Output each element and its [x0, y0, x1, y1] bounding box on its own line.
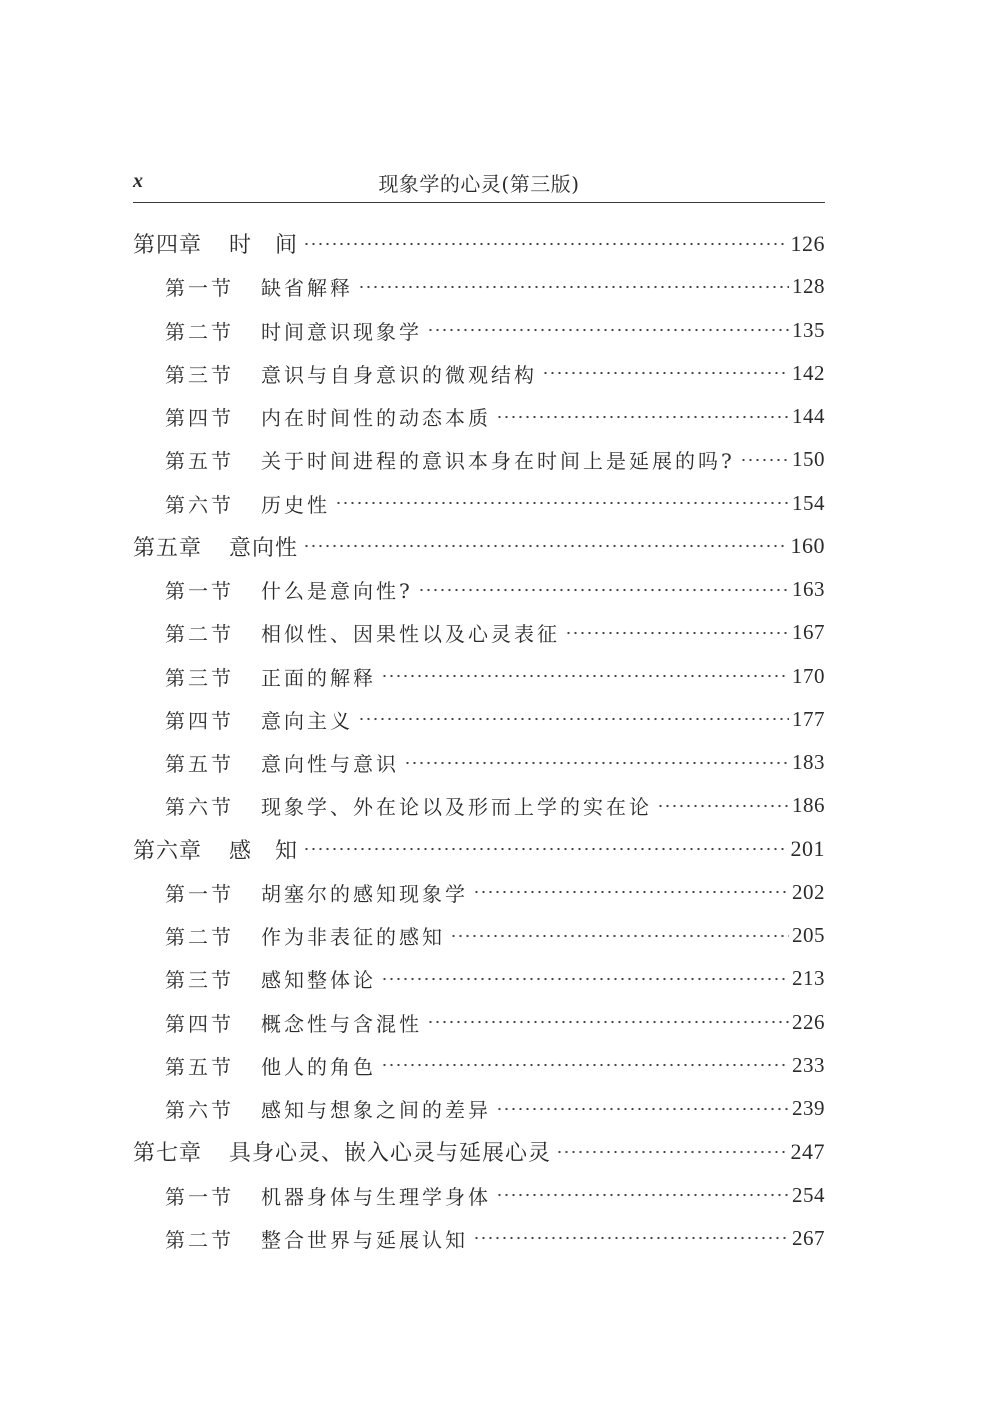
chapter-title: 时 间: [229, 233, 299, 259]
page-reference: 213: [792, 966, 825, 991]
section-title: 正面的解释: [261, 665, 376, 690]
page-reference: 170: [792, 663, 825, 688]
toc-section-entry: [133, 1174, 825, 1217]
section-label: 第一节: [165, 1184, 234, 1209]
toc-section-entry: [133, 395, 825, 438]
dot-leader: [542, 363, 789, 383]
page-reference: 128: [792, 274, 825, 299]
section-title: 意向主义: [261, 708, 353, 733]
toc-section-entry: [133, 957, 825, 1000]
section-title: 相似性、因果性以及心灵表征: [261, 622, 560, 647]
page-reference: 205: [792, 923, 825, 948]
section-title: 缺省解释: [261, 276, 353, 301]
toc-chapter-entry: [133, 222, 825, 265]
page-reference: 167: [792, 620, 825, 645]
dot-leader: [418, 580, 789, 600]
page-reference: 160: [790, 533, 825, 559]
toc-section-entry: [133, 352, 825, 395]
page-reference: 233: [792, 1052, 825, 1077]
page-reference: 202: [792, 879, 825, 904]
dot-leader: [303, 234, 787, 254]
page-reference: 226: [792, 1009, 825, 1034]
page-reference: 135: [792, 317, 825, 342]
section-label: 第五节: [165, 1054, 234, 1079]
dot-leader: [381, 666, 789, 686]
section-title: 意识与自身意识的微观结构: [261, 362, 537, 387]
section-title: 感知整体论: [261, 968, 376, 993]
toc-section-entry: [133, 871, 825, 914]
dot-leader: [740, 450, 789, 470]
dot-leader: [303, 536, 787, 556]
section-title: 现象学、外在论以及形而上学的实在论: [261, 795, 652, 820]
section-label: 第二节: [165, 1227, 234, 1252]
section-label: 第四节: [165, 406, 234, 431]
page-number: x: [133, 170, 143, 192]
section-label: 第四节: [165, 1011, 234, 1036]
section-title: 关于时间进程的意识本身在时间上是延展的吗?: [261, 449, 735, 474]
toc-section-entry: [133, 1087, 825, 1130]
dot-leader: [565, 623, 789, 643]
page-reference: 254: [792, 1182, 825, 1207]
dot-leader: [473, 1228, 789, 1248]
section-title: 机器身体与生理学身体: [261, 1184, 491, 1209]
page-reference: 186: [792, 793, 825, 818]
dot-leader: [358, 277, 789, 297]
dot-leader: [427, 1012, 789, 1032]
section-label: 第六节: [165, 795, 234, 820]
page-reference: 267: [792, 1225, 825, 1250]
toc-section-entry: [133, 1217, 825, 1260]
section-label: 第五节: [165, 449, 234, 474]
section-title: 时间意识现象学: [261, 319, 422, 344]
page-reference: 247: [790, 1138, 825, 1164]
section-title: 内在时间性的动态本质: [261, 406, 491, 431]
toc-section-entry: [133, 611, 825, 654]
toc-section-entry: [133, 438, 825, 481]
page-reference: 183: [792, 750, 825, 775]
chapter-label: 第六章: [133, 838, 203, 864]
section-label: 第六节: [165, 492, 234, 517]
chapter-title: 具身心灵、嵌入心灵与延展心灵: [229, 1141, 552, 1167]
section-label: 第二节: [165, 319, 234, 344]
section-title: 历史性: [261, 492, 330, 517]
chapter-title: 意向性: [229, 535, 299, 561]
section-label: 第三节: [165, 362, 234, 387]
dot-leader: [657, 796, 789, 816]
page-reference: 239: [792, 1096, 825, 1121]
toc-section-entry: [133, 568, 825, 611]
dot-leader: [496, 1185, 789, 1205]
page-reference: 154: [792, 490, 825, 515]
dot-leader: [381, 1055, 789, 1075]
table-of-contents: [133, 222, 825, 1260]
header-rule: [133, 202, 825, 203]
section-label: 第三节: [165, 665, 234, 690]
toc-section-entry: [133, 698, 825, 741]
page-reference: 126: [790, 230, 825, 256]
section-title: 他人的角色: [261, 1054, 376, 1079]
dot-leader: [427, 320, 789, 340]
section-title: 概念性与含混性: [261, 1011, 422, 1036]
page-reference: 177: [792, 706, 825, 731]
toc-section-entry: [133, 741, 825, 784]
toc-section-entry: [133, 482, 825, 525]
dot-leader: [496, 407, 789, 427]
chapter-title: 感 知: [229, 838, 299, 864]
dot-leader: [303, 839, 787, 859]
section-title: 作为非表征的感知: [261, 925, 445, 950]
section-label: 第六节: [165, 1098, 234, 1123]
dot-leader: [358, 709, 789, 729]
toc-section-entry: [133, 655, 825, 698]
page-reference: 144: [792, 404, 825, 429]
toc-section-entry: [133, 309, 825, 352]
section-title: 意向性与意识: [261, 752, 399, 777]
dot-leader: [404, 753, 789, 773]
page-reference: 201: [790, 836, 825, 862]
section-title: 什么是意向性?: [261, 579, 413, 604]
toc-chapter-entry: [133, 1130, 825, 1173]
toc-chapter-entry: [133, 828, 825, 871]
section-label: 第一节: [165, 276, 234, 301]
dot-leader: [335, 493, 789, 513]
book-title: 现象学的心灵(第三版): [378, 172, 580, 196]
section-label: 第一节: [165, 881, 234, 906]
section-label: 第五节: [165, 752, 234, 777]
running-header: [133, 164, 825, 200]
chapter-label: 第五章: [133, 535, 203, 561]
page-reference: 163: [792, 577, 825, 602]
toc-section-entry: [133, 1044, 825, 1087]
dot-leader: [496, 1099, 789, 1119]
page-reference: 142: [792, 360, 825, 385]
dot-leader: [556, 1142, 787, 1162]
dot-leader: [450, 926, 789, 946]
section-title: 感知与想象之间的差异: [261, 1098, 491, 1123]
toc-section-entry: [133, 914, 825, 957]
section-label: 第一节: [165, 579, 234, 604]
toc-chapter-entry: [133, 525, 825, 568]
chapter-label: 第七章: [133, 1141, 203, 1167]
section-label: 第四节: [165, 708, 234, 733]
dot-leader: [381, 969, 789, 989]
section-title: 胡塞尔的感知现象学: [261, 881, 468, 906]
toc-section-entry: [133, 1001, 825, 1044]
section-title: 整合世界与延展认知: [261, 1227, 468, 1252]
toc-section-entry: [133, 784, 825, 827]
dot-leader: [473, 882, 789, 902]
section-label: 第三节: [165, 968, 234, 993]
section-label: 第二节: [165, 622, 234, 647]
toc-section-entry: [133, 265, 825, 308]
section-label: 第二节: [165, 925, 234, 950]
chapter-label: 第四章: [133, 233, 203, 259]
page-reference: 150: [792, 447, 825, 472]
